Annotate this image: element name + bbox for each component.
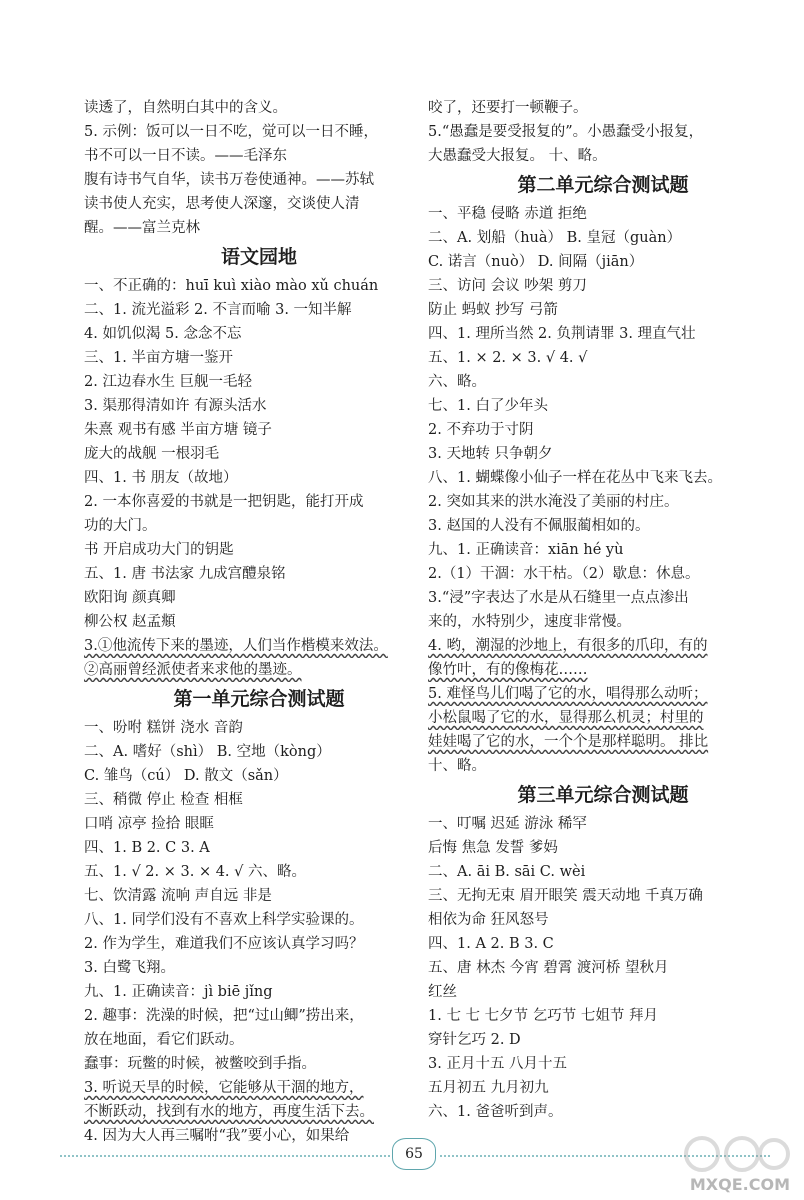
right-answer-line: 穿针乞巧 2. D <box>428 1032 521 1048</box>
right-answer-line: 五、唐 林杰 今宵 碧霄 渡河桥 望秋月 <box>428 960 669 976</box>
right-answer-line: 相依为命 狂风怒号 <box>428 912 549 928</box>
right-section-heading: 第二单元综合测试题 <box>517 174 689 196</box>
left-answer-line: 七、饮清露 流响 声自远 非是 <box>84 888 272 904</box>
left-answer-line: 3. 白鹭飞翔。 <box>84 960 175 976</box>
right-answer-line: 十、略。 <box>428 758 486 774</box>
left-answer-line: 四、1. B 2. C 3. A <box>84 840 210 856</box>
left-answer-line: 三、1. 半亩方塘一鉴开 <box>84 350 233 366</box>
left-answer-line: 柳公权 赵孟頫 <box>84 614 176 630</box>
left-answer-line: 4. 因为大人再三嘱咐“我”要小心，如果给 <box>84 1128 350 1144</box>
left-answer-line: 五、1. 唐 书法家 九成宫醴泉铭 <box>84 566 286 582</box>
right-answer-line: 大愚蠢受大报复。 十、略。 <box>428 148 607 164</box>
footer-dotted-line-left <box>60 1155 390 1157</box>
left-answer-line: ②高丽曾经派使者来求他的墨迹。 <box>84 662 302 678</box>
left-answer-line: 2. 一本你喜爱的书就是一把钥匙，能打开成 <box>84 494 364 510</box>
right-answer-line: 3. 天地转 只争朝夕 <box>428 446 553 462</box>
right-answer-line: 来的，水特别少，速度非常慢。 <box>428 614 631 630</box>
page-number: 65 <box>392 1138 436 1170</box>
right-answer-line: 一、平稳 侵略 赤道 拒绝 <box>428 206 587 222</box>
left-answer-line: 三、稍微 停止 检查 相框 <box>84 792 243 808</box>
left-column <box>84 96 434 1148</box>
right-answer-line: 六、1. 爸爸听到声。 <box>428 1104 563 1120</box>
right-answer-line: 二、A. āi B. sāi C. wèi <box>428 864 586 880</box>
right-answer-line: 四、1. A 2. B 3. C <box>428 936 554 952</box>
right-answer-line: 四、1. 理所当然 2. 负荆请罪 3. 理直气壮 <box>428 326 696 342</box>
page-footer <box>60 1135 750 1175</box>
right-answer-line: 六、略。 <box>428 374 486 390</box>
left-answer-line: 3. 听说天旱的时候，它能够从干涸的地方， <box>84 1080 364 1096</box>
right-answer-line: 红丝 <box>428 984 457 1000</box>
right-answer-line: 后悔 焦急 发誓 爹妈 <box>428 840 558 856</box>
left-section-heading: 第一单元综合测试题 <box>173 688 345 710</box>
left-answer-line: 2. 作为学生，难道我们不应该认真学习吗？ <box>84 936 364 952</box>
right-answer-line: 五月初五 九月初九 <box>428 1080 549 1096</box>
left-answer-line: 八、1. 同学们没有不喜欢上科学实验课的。 <box>84 912 364 928</box>
left-answer-line: 一、不正确的：huī kuì xiào mào xǔ chuán <box>84 278 379 294</box>
right-answer-line: 5.“愚蠢是要受报复的”。小愚蠢受小报复， <box>428 124 704 140</box>
right-answer-line: 4. 哟，潮湿的沙地上，有很多的爪印，有的 <box>428 638 708 654</box>
left-answer-line: 读透了，自然明白其中的含义。 <box>84 100 287 116</box>
left-answer-line: 九、1. 正确读音：jì biē jǐng <box>84 984 273 1000</box>
right-answer-line: 3.“浸”字表达了水是从石缝里一点点渗出 <box>428 590 689 606</box>
left-answer-line: 醒。——富兰克林 <box>84 220 200 236</box>
right-answer-line: 2. 突如其来的洪水淹没了美丽的村庄。 <box>428 494 679 510</box>
right-answer-line: 1. 七 七 七夕节 乞巧节 七姐节 拜月 <box>428 1008 658 1024</box>
right-answer-line: 咬了，还要打一顿鞭子。 <box>428 100 588 116</box>
right-column <box>428 96 778 1124</box>
right-answer-line: 五、1. × 2. × 3. √ 4. √ <box>428 350 588 366</box>
left-answer-line: 欧阳询 颜真卿 <box>84 590 176 606</box>
left-answer-line: 不断跃动，找到有水的地方，再度生活下去。 <box>84 1104 374 1120</box>
left-answer-line: C. 雏鸟（cú） D. 散文（sǎn） <box>84 768 288 784</box>
right-answer-line: 一、叮嘱 迟延 游泳 稀罕 <box>428 816 587 832</box>
right-section-heading: 第三单元综合测试题 <box>517 784 689 806</box>
left-section-heading: 语文园地 <box>220 246 297 268</box>
left-answer-line: 读书使人充实，思考使人深邃，交谈使人清 <box>84 196 360 212</box>
left-answer-line: 放在地面，看它们跃动。 <box>84 1032 244 1048</box>
left-answer-line: 五、1. √ 2. × 3. × 4. √ 六、略。 <box>84 864 306 880</box>
right-answer-line: 像竹叶，有的像梅花…… <box>428 662 588 678</box>
left-answer-line: 腹有诗书气自华，读书万卷使通神。——苏轼 <box>84 172 374 188</box>
right-answer-line: 2.（1）干涸：水干枯。（2）歇息：休息。 <box>428 566 700 582</box>
left-answer-line: 5. 示例：饭可以一日不吃，觉可以一日不睡， <box>84 124 378 140</box>
right-answer-line: 娃娃喝了它的水，一个个是那样聪明。 排比 <box>428 734 709 750</box>
right-answer-line: 九、1. 正确读音：xiān hé yù <box>428 542 624 558</box>
left-answer-line: 3. 渠那得清如许 有源头活水 <box>84 398 267 414</box>
watermark-text: MXQE.COM <box>689 1175 790 1194</box>
left-answer-line: 书 开启成功大门的钥匙 <box>84 542 234 558</box>
left-answer-line: 书不可以一日不读。——毛泽东 <box>84 148 287 164</box>
left-answer-line: 2. 江边春水生 巨舰一毛轻 <box>84 374 253 390</box>
left-answer-line: 功的大门。 <box>84 518 157 534</box>
right-answer-line: 三、无拘无束 眉开眼笑 震天动地 千真万确 <box>428 888 703 904</box>
left-answer-line: 口哨 凉亭 捡拾 眼眶 <box>84 816 214 832</box>
right-answer-line: 八、1. 蝴蝶像小仙子一样在花丛中飞来飞去。 <box>428 470 722 486</box>
right-answer-line: 七、1. 白了少年头 <box>428 398 548 414</box>
left-answer-line: 2. 趣事：洗澡的时候，把“过山鲫”捞出来， <box>84 1008 364 1024</box>
left-answer-line: 四、1. 书 朋友（故地） <box>84 470 238 486</box>
left-answer-line: 一、吩咐 糕饼 浇水 音韵 <box>84 720 243 736</box>
left-answer-line: 朱熹 观书有感 半亩方塘 镜子 <box>84 422 272 438</box>
right-answer-line: 5. 难怪鸟儿们喝了它的水，唱得那么动听； <box>428 686 708 702</box>
left-answer-line: 二、1. 流光溢彩 2. 不言而喻 3. 一知半解 <box>84 302 352 318</box>
right-answer-line: 三、访问 会议 吵架 剪刀 <box>428 278 587 294</box>
left-answer-line: 庞大的战舰 一根羽毛 <box>84 446 220 462</box>
right-answer-line: C. 诺言（nuò） D. 间隔（jiān） <box>428 254 644 270</box>
left-answer-line: 4. 如饥似渴 5. 念念不忘 <box>84 326 242 342</box>
right-answer-line: 小松鼠喝了它的水，显得那么机灵；村里的 <box>428 710 704 726</box>
right-answer-line: 3. 赵国的人没有不佩服蔺相如的。 <box>428 518 650 534</box>
right-answer-line: 二、A. 划船（huà） B. 皇冠（guàn） <box>428 230 682 246</box>
right-answer-line: 防止 蚂蚁 抄写 弓箭 <box>428 302 558 318</box>
right-answer-line: 3. 正月十五 八月十五 <box>428 1056 568 1072</box>
left-answer-line: 二、A. 嗜好（shì） B. 空地（kòng） <box>84 744 331 760</box>
right-answer-line: 2. 不弃功于寸阴 <box>428 422 534 438</box>
left-answer-line: 3.①他流传下来的墨迹，人们当作楷模来效法。 <box>84 638 388 654</box>
left-answer-line: 蠢事：玩鳖的时候，被鳖咬到手指。 <box>84 1056 316 1072</box>
